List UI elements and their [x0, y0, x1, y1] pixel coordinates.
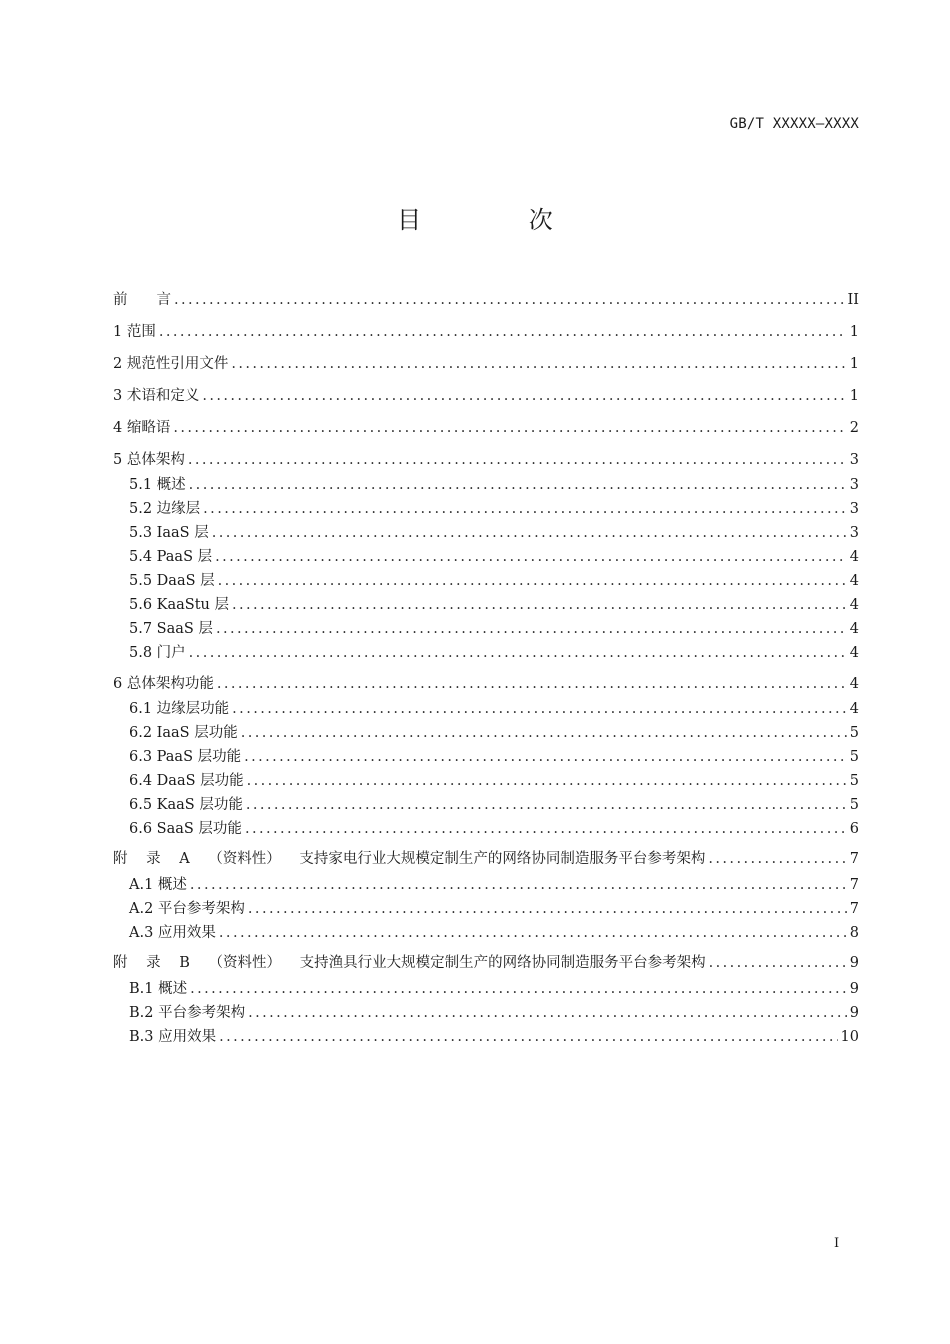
- toc-leader-dots: [708, 851, 846, 867]
- toc-entry[interactable]: [129, 617, 859, 639]
- toc-entry-label: 5.1 概述: [129, 477, 186, 493]
- toc-entry-label: 6.4 DaaS 层功能: [129, 773, 244, 789]
- toc-entry[interactable]: [129, 977, 859, 999]
- toc-entry[interactable]: [113, 672, 859, 694]
- toc-entry-label: 5 总体架构: [113, 452, 185, 468]
- toc-entry-page: 6: [849, 821, 859, 837]
- toc-entry[interactable]: [129, 697, 859, 719]
- toc-entry-label: 5.4 PaaS 层: [129, 549, 213, 565]
- toc-leader-dots: [212, 525, 847, 541]
- toc-entry[interactable]: [129, 745, 859, 767]
- toc-leader-dots: [219, 1029, 837, 1045]
- toc-entry[interactable]: [129, 817, 859, 839]
- toc-entry[interactable]: [129, 721, 859, 743]
- toc-entry-label: A.2 平台参考架构: [129, 901, 245, 917]
- toc-entry-page: 3: [849, 525, 859, 541]
- toc-entry[interactable]: [129, 473, 859, 495]
- toc-entry-label: 6.5 KaaS 层功能: [129, 797, 243, 813]
- toc-entry-page: 4: [849, 701, 859, 717]
- toc-entry-page: 3: [849, 477, 859, 493]
- toc-entry-page: 9: [849, 1005, 859, 1021]
- toc-entry-label: 5.7 SaaS 层: [129, 621, 213, 637]
- toc-entry-page: 5: [849, 725, 859, 741]
- toc-entry[interactable]: [113, 384, 859, 406]
- toc-entry-page: 5: [849, 797, 859, 813]
- toc-entry[interactable]: [129, 897, 859, 919]
- toc-entry-page: 7: [849, 877, 859, 893]
- standard-code: GB/T XXXXX—XXXX: [729, 116, 859, 132]
- toc-entry[interactable]: [129, 921, 859, 943]
- toc-entry[interactable]: [129, 793, 859, 815]
- toc-entry-label: 3 术语和定义: [113, 388, 200, 404]
- toc-entry-page: 4: [849, 549, 859, 565]
- page-title: 目 次: [397, 206, 603, 234]
- toc-entry[interactable]: [129, 569, 859, 591]
- toc-entry-annex-b[interactable]: [113, 951, 859, 973]
- toc-leader-dots: [174, 292, 845, 308]
- toc-entry[interactable]: [129, 545, 859, 567]
- toc-entry[interactable]: [129, 641, 859, 663]
- toc-entry[interactable]: [129, 593, 859, 615]
- toc-leader-dots: [245, 821, 847, 837]
- toc-leader-dots: [218, 573, 847, 589]
- page-number: I: [834, 1236, 840, 1251]
- toc-leader-dots: [202, 388, 846, 404]
- toc-entry[interactable]: [113, 288, 859, 310]
- toc-entry[interactable]: [129, 873, 859, 895]
- toc-entry-label: 附 录 B （资料性） 支持渔具行业大规模定制生产的网络协同制造服务平台参考架构: [113, 955, 706, 971]
- toc-leader-dots: [215, 549, 847, 565]
- toc-entry-page: 10: [840, 1029, 859, 1045]
- toc-entry-label: 1 范围: [113, 324, 156, 340]
- toc-entry[interactable]: [113, 448, 859, 470]
- toc-entry-label: 6.6 SaaS 层功能: [129, 821, 242, 837]
- toc-leader-dots: [173, 420, 846, 436]
- toc-leader-dots: [241, 725, 847, 741]
- toc-entry-page: 1: [849, 324, 859, 340]
- toc-entry[interactable]: [129, 1025, 859, 1047]
- toc-leader-dots: [188, 452, 847, 468]
- toc-entry-label: 6.3 PaaS 层功能: [129, 749, 242, 765]
- toc-entry-page: 1: [849, 356, 859, 372]
- toc-leader-dots: [246, 797, 847, 813]
- toc-leader-dots: [216, 621, 847, 637]
- toc-entry-page: II: [847, 292, 859, 308]
- toc-entry-page: 9: [849, 955, 859, 971]
- toc-leader-dots: [189, 645, 847, 661]
- toc-leader-dots: [244, 749, 847, 765]
- toc-entry-label: 5.8 门户: [129, 645, 186, 661]
- toc-entry-page: 4: [849, 645, 859, 661]
- toc-leader-dots: [189, 477, 847, 493]
- toc-entry-label: 4 缩略语: [113, 420, 171, 436]
- toc-entry-label: 6 总体架构功能: [113, 676, 214, 692]
- toc-leader-dots: [203, 501, 847, 517]
- toc-leader-dots: [231, 356, 846, 372]
- toc-entry-page: 8: [849, 925, 859, 941]
- toc-entry-annex-a[interactable]: [113, 847, 859, 869]
- toc-entry[interactable]: [129, 497, 859, 519]
- toc-entry-page: 2: [849, 420, 859, 436]
- toc-entry[interactable]: [113, 352, 859, 374]
- toc-leader-dots: [190, 981, 847, 997]
- toc-leader-dots: [248, 1005, 847, 1021]
- toc-entry-label: B.2 平台参考架构: [129, 1005, 246, 1021]
- toc-entry-label: 6.1 边缘层功能: [129, 701, 230, 717]
- toc-leader-dots: [219, 925, 847, 941]
- toc-leader-dots: [159, 324, 847, 340]
- toc-leader-dots: [232, 597, 847, 613]
- toc-entry-label: 附 录 A （资料性） 支持家电行业大规模定制生产的网络协同制造服务平台参考架构: [113, 851, 706, 867]
- toc-entry-page: 7: [849, 901, 859, 917]
- toc-leader-dots: [217, 676, 847, 692]
- toc-entry-label: 5.5 DaaS 层: [129, 573, 215, 589]
- toc-entry-page: 4: [849, 573, 859, 589]
- toc-entry-page: 4: [849, 676, 859, 692]
- toc-entry-page: 3: [849, 501, 859, 517]
- toc-entry-label: A.3 应用效果: [129, 925, 216, 941]
- toc-entry[interactable]: [129, 769, 859, 791]
- toc-entry-page: 4: [849, 597, 859, 613]
- toc-leader-dots: [232, 701, 847, 717]
- toc-entry-label: 前 言: [113, 292, 171, 308]
- toc-leader-dots: [248, 901, 847, 917]
- toc-entry-page: 5: [849, 773, 859, 789]
- toc-entry-label: 5.2 边缘层: [129, 501, 201, 517]
- toc-leader-dots: [190, 877, 847, 893]
- toc-entry-page: 3: [849, 452, 859, 468]
- toc-entry[interactable]: [129, 1001, 859, 1023]
- toc-entry-label: B.3 应用效果: [129, 1029, 217, 1045]
- toc-entry-label: 2 规范性引用文件: [113, 356, 229, 372]
- toc-entry-page: 9: [849, 981, 859, 997]
- toc-entry-label: 5.3 IaaS 层: [129, 525, 209, 541]
- toc-entry-label: A.1 概述: [129, 877, 187, 893]
- toc-entry-label: 5.6 KaaStu 层: [129, 597, 229, 613]
- toc-leader-dots: [709, 955, 847, 971]
- toc-entry-label: 6.2 IaaS 层功能: [129, 725, 238, 741]
- toc-entry[interactable]: [113, 320, 859, 342]
- toc-entry-label: B.1 概述: [129, 981, 188, 997]
- toc-entry[interactable]: [113, 416, 859, 438]
- toc-leader-dots: [247, 773, 847, 789]
- toc-entry-page: 7: [849, 851, 859, 867]
- toc-entry-page: 1: [849, 388, 859, 404]
- toc-entry-page: 4: [849, 621, 859, 637]
- toc-entry[interactable]: [129, 521, 859, 543]
- toc-entry-page: 5: [849, 749, 859, 765]
